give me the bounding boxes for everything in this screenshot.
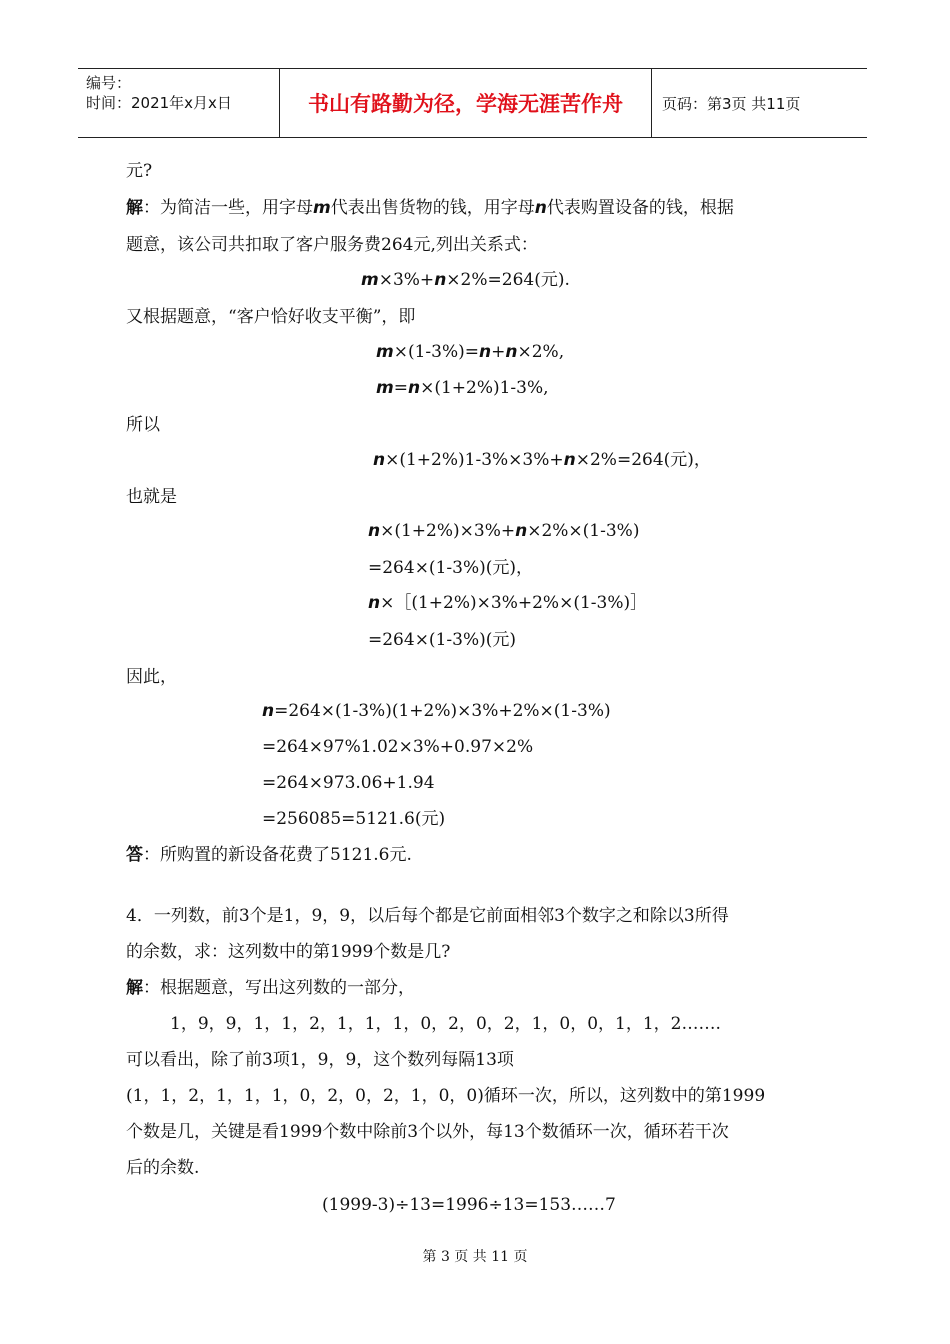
equation: n=264×(1-3%)(1+2%)×3%+2%×(1-3%) (262, 701, 611, 721)
header-divider (651, 69, 652, 137)
question-4: 4．一列数，前3个是1，9，9，以后每个都是它前面相邻3个数字之和除以3所得 (126, 906, 729, 926)
equation: (1999-3)÷13=1996÷13=153……7 (322, 1195, 616, 1215)
text-line: (1，1，2，1，1，1，0，2，0，2，1，0，0)循环一次，所以，这列数中的第1999 (126, 1086, 766, 1106)
equation: n×(1+2%)1-3%×3%+n×2%=264(元)， (373, 450, 711, 470)
text-line: 题意，该公司共扣取了客户服务费264元,列出关系式： (126, 235, 538, 255)
header-page-info: 页码：第3页 共11页 (662, 94, 801, 113)
equation: m=n×(1+2%)1-3%, (376, 378, 549, 398)
variable-n: n (534, 198, 547, 218)
serial-label: 编号： (86, 74, 132, 92)
solution-label: 解 (126, 198, 143, 218)
text-line: 后的余数. (126, 1158, 200, 1178)
equation: m×3%+n×2%=264(元). (361, 270, 570, 290)
text-line: 可以看出，除了前3项1，9，9，这个数列每隔13项 (126, 1050, 514, 1070)
equation: =264×(1-3%)(元)， (368, 558, 533, 578)
time-label: 时间：2021年x月x日 (86, 94, 232, 112)
variable-m: m (313, 198, 331, 218)
page-header (78, 68, 867, 138)
equation: m×(1-3%)=n+n×2%, (376, 342, 565, 362)
text-line: 又根据题意，“客户恰好收支平衡”，即 (126, 307, 416, 327)
text-line: 也就是 (126, 487, 177, 507)
equation: =256085=5121.6(元) (262, 809, 446, 829)
header-motto: 书山有路勤为径，学海无涯苦作舟 (308, 92, 623, 116)
answer-label: 答 (126, 845, 143, 865)
text-line: 解：根据题意，写出这列数的一部分， (126, 978, 415, 998)
text-line: 个数是几，关键是看1999个数中除前3个以外，每13个数循环一次，循环若干次 (126, 1122, 729, 1142)
page-footer: 第 3 页 共 11 页 (422, 1249, 528, 1265)
solution-label: 解 (126, 978, 143, 998)
text-line: 答：所购置的新设备花费了5121.6元. (126, 845, 412, 865)
text-line: 的余数，求：这列数中的第1999个数是几? (126, 942, 451, 962)
text-line: 因此， (126, 667, 177, 687)
equation: n×(1+2%)×3%+n×2%×(1-3%) (368, 521, 640, 541)
equation: =264×97%1.02×3%+0.97×2% (262, 737, 534, 757)
sequence-line: 1，9，9，1，1，2，1，1，1，0，2，0，2，1，0，0，1，1，2……. (170, 1014, 721, 1034)
header-meta (86, 73, 232, 113)
equation: n×［(1+2%)×3%+2%×(1-3%)］ (368, 593, 648, 613)
equation: =264×(1-3%)(元) (368, 630, 516, 650)
text-line: 元? (126, 161, 153, 181)
text-line: 所以 (126, 415, 160, 435)
text-line: 解：为简洁一些，用字母m代表出售货物的钱，用字母n代表购置设备的钱，根据 (126, 198, 734, 218)
equation: =264×973.06+1.94 (262, 773, 435, 793)
